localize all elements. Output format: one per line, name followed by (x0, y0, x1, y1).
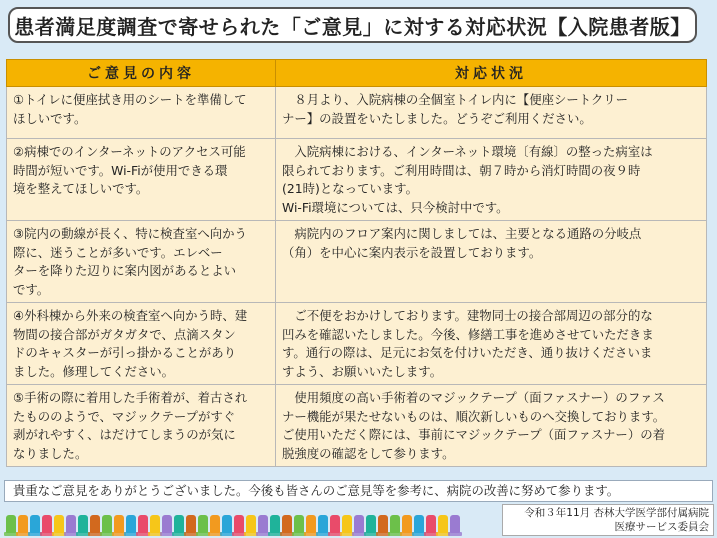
chair-icon (366, 515, 376, 533)
chair-icon (402, 515, 412, 533)
chair-icon (126, 515, 136, 533)
chair-icon (390, 515, 400, 533)
table-header-row (7, 60, 707, 87)
chair-icon (198, 515, 208, 533)
opinion-cell: ②病棟でのインターネットのアクセス可能 時間が短いです。Wi-Fiが使用できる環 境を整えてほしいです。 (7, 139, 276, 221)
chair-icon (102, 515, 112, 533)
response-cell: 入院病棟における、インターネット環境〔有線〕の整った病室は 限られております。ご利用時間は、朝７時から消灯時間の夜９時 (21時)となっています。 Wi-Fi環境については、只今検討中です。 (276, 139, 707, 221)
chair-icon (54, 515, 64, 533)
chair-icon (138, 515, 148, 533)
chair-icon (162, 515, 172, 533)
table-row (7, 303, 707, 385)
response-cell: 病院内のフロア案内に関しましては、主要となる通路の分岐点 （角）を中心に案内表示を設置しております。 (276, 221, 707, 303)
table-row (7, 221, 707, 303)
credit-line-2: 医療サービス委員会 (614, 521, 709, 533)
opinion-cell: ⑤手術の際に着用した手術着が、着古され たもののようで、マジックテープがすぐ 剥がれやすく、はだけてしまうのが気に なりました。 (7, 385, 276, 467)
chair-icon (450, 515, 460, 533)
chair-icon (42, 515, 52, 533)
chair-icon (186, 515, 196, 533)
chair-icon (18, 515, 28, 533)
opinion-response-table (6, 59, 707, 467)
chair-icon (330, 515, 340, 533)
chair-icon (258, 515, 268, 533)
thank-you-message: 貴重なご意見をありがとうございました。今後も皆さんのご意見等を参考に、病院の改善に努めて参ります。 (4, 480, 713, 502)
chair-icon (90, 515, 100, 533)
chair-icon (414, 515, 424, 533)
chair-icon (78, 515, 88, 533)
chair-icon (210, 515, 220, 533)
opinion-cell: ④外科棟から外来の検査室へ向かう時、建 物間の接合部がガタガタで、点滴スタン ドのキャスターが引っ掛かることがあり ました。修理してください。 (7, 303, 276, 385)
chair-icon (426, 515, 436, 533)
header-response: 対応状況 (276, 60, 707, 87)
chair-icon (294, 515, 304, 533)
opinion-cell: ③院内の動線が長く、特に検査室へ向かう 際に、迷うことが多いです。エレベー ターを降りた辺りに案内図があるとよい です。 (7, 221, 276, 303)
chair-icon (174, 515, 184, 533)
chair-icon (246, 515, 256, 533)
chair-icon (354, 515, 364, 533)
chair-icon (30, 515, 40, 533)
chair-icon (222, 515, 232, 533)
response-cell: ご不便をおかけしております。建物同士の接合部周辺の部分的な 凹みを確認いたしました。今後、修繕工事を進めさせていただきま す。通行の際は、足元にお気を付けいただき、通り抜けくださいま すよう、お願いいたします。 (276, 303, 707, 385)
chair-icon (6, 515, 16, 533)
table-row (7, 139, 707, 221)
header-opinion: ご意見の内容 (7, 60, 276, 87)
credit-box (502, 504, 714, 536)
chair-icon (438, 515, 448, 533)
chair-icon (342, 515, 352, 533)
chair-icon (270, 515, 280, 533)
chair-icon (282, 515, 292, 533)
chair-icon (114, 515, 124, 533)
chair-icon (234, 515, 244, 533)
response-cell: ８月より、入院病棟の全個室トイレ内に【便座シートクリー ナー】の設置をいたしました。どうぞご利用ください。 (276, 87, 707, 139)
chair-icon (378, 515, 388, 533)
chair-decoration (6, 507, 496, 533)
chair-icon (306, 515, 316, 533)
response-cell: 使用頻度の高い手術着のマジックテープ（面ファスナー）のファス ナー機能が果たせないものは、順次新しいものへ交換しております。 ご使用いただく際には、事前にマジックテープ（面ファスナー）の着 脱強度の確認をして参ります。 (276, 385, 707, 467)
chair-icon (150, 515, 160, 533)
table-row (7, 87, 707, 139)
table-row (7, 385, 707, 467)
chair-icon (66, 515, 76, 533)
page-title: 患者満足度調査で寄せられた「ご意見」に対する対応状況【入院患者版】 (8, 7, 697, 43)
chair-icon (318, 515, 328, 533)
opinion-cell: ①トイレに便座拭き用のシートを準備して ほしいです。 (7, 87, 276, 139)
credit-line-1: 令和３年11月 杏林大学医学部付属病院 (524, 507, 709, 519)
